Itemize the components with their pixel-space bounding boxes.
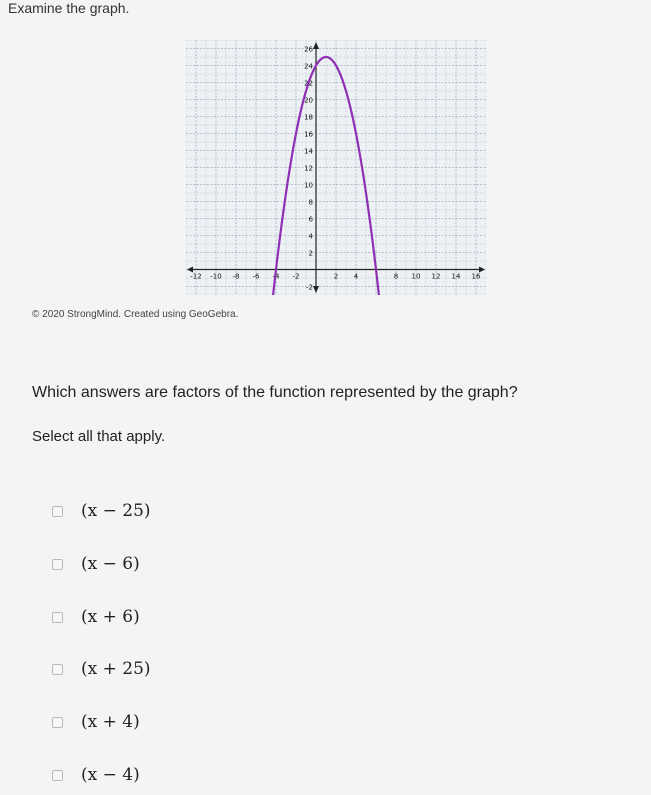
checkbox[interactable]: [52, 506, 63, 517]
y-tick-label: 4: [308, 232, 313, 241]
graph-credit: © 2020 StrongMind. Created using GeoGebra.: [32, 309, 239, 320]
parabola-graph: [186, 40, 486, 295]
option-x-minus-25[interactable]: [52, 498, 151, 524]
y-tick-label: 24: [304, 62, 313, 71]
y-tick-label: 20: [304, 96, 313, 105]
x-tick-label: 14: [451, 272, 461, 281]
graph-svg: [186, 40, 486, 295]
x-tick-label: 12: [431, 272, 441, 281]
option-x-plus-25[interactable]: [52, 656, 151, 682]
x-tick-label: -4: [272, 272, 280, 281]
x-tick-label: -10: [210, 272, 222, 281]
y-tick-label: 18: [304, 113, 313, 122]
option-label: (x − 6): [81, 554, 140, 574]
x-tick-label: 16: [471, 272, 481, 281]
y-tick-label: 12: [304, 164, 313, 173]
option-label: (x + 6): [81, 607, 140, 627]
x-tick-label: 10: [411, 272, 421, 281]
x-tick-label: 2: [333, 272, 339, 281]
option-x-plus-6[interactable]: [52, 604, 140, 630]
y-tick-label: 14: [304, 147, 313, 156]
checkbox[interactable]: [52, 770, 63, 781]
y-tick-label: 8: [308, 198, 313, 207]
option-label: (x − 25): [81, 501, 151, 521]
y-tick-label: 10: [304, 181, 313, 190]
y-tick-label: 6: [308, 215, 313, 224]
prompt-text: Examine the graph.: [8, 0, 130, 16]
x-tick-label: -8: [232, 272, 240, 281]
checkbox[interactable]: [52, 559, 63, 570]
x-tick-label: -2: [292, 272, 300, 281]
option-label: (x − 4): [81, 765, 140, 785]
option-x-minus-4[interactable]: [52, 762, 140, 788]
y-tick-label: 16: [304, 130, 313, 139]
x-tick-label: -6: [252, 272, 260, 281]
option-x-plus-4[interactable]: [52, 709, 140, 735]
y-tick-label: 26: [304, 45, 313, 54]
y-tick-label: 2: [308, 249, 313, 258]
y-tick-label: 22: [304, 79, 313, 88]
checkbox[interactable]: [52, 612, 63, 623]
y-tick-label: -2: [306, 283, 313, 292]
question-text: Which answers are factors of the function represented by the graph?: [32, 384, 518, 401]
checkbox[interactable]: [52, 664, 63, 675]
option-label: (x + 4): [81, 712, 140, 732]
checkbox[interactable]: [52, 717, 63, 728]
option-x-minus-6[interactable]: [52, 551, 140, 577]
option-label: (x + 25): [81, 659, 151, 679]
x-tick-label: -12: [190, 272, 202, 281]
x-tick-label: 8: [393, 272, 399, 281]
instruction-text: Select all that apply.: [32, 428, 166, 445]
x-tick-label: 4: [353, 272, 359, 281]
